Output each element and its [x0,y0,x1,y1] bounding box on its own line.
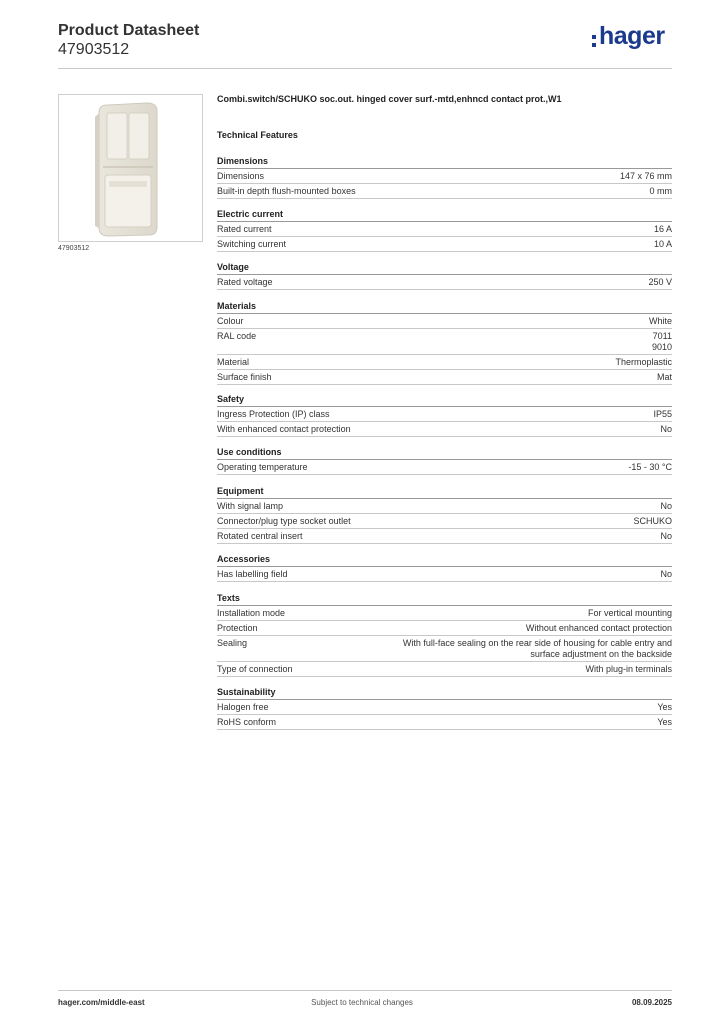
document-header [58,21,199,59]
spec-row: Has labelling field No [217,567,672,582]
technical-features-title: Technical Features [217,130,298,140]
section-title: Texts [217,591,672,606]
section-title: Use conditions [217,445,672,460]
section-title: Safety [217,392,672,407]
spec-row: Connector/plug type socket outlet SCHUKO [217,514,672,529]
section-title: Dimensions [217,154,672,169]
section-title: Materials [217,299,672,314]
document-title: Product Datasheet [58,22,200,39]
header-divider [58,68,672,69]
spec-row: Sealing With full-face sealing on the rear side of housing for cable entry and surface adjustment on the backside [217,636,672,662]
section-use-conditions [217,445,672,475]
footer-website: hager.com/middle-east [58,998,145,1007]
spec-row: Material Thermoplastic [217,355,672,370]
section-sustainability [217,685,672,730]
section-title: Accessories [217,552,672,567]
spec-row: Rated voltage 250 V [217,275,672,290]
spec-row: RoHS conform Yes [217,715,672,730]
spec-row: Operating temperature -15 - 30 °C [217,460,672,475]
spec-row: Rotated central insert No [217,529,672,544]
section-materials [217,299,672,385]
logo-text: hager [599,22,665,50]
section-electric-current [217,207,672,252]
section-equipment [217,484,672,544]
spec-row: Rated current 16 A [217,222,672,237]
section-title: Electric current [217,207,672,222]
footer-notice: Subject to technical changes [311,998,413,1007]
image-caption: 47903512 [58,245,90,252]
section-title: Voltage [217,260,672,275]
spec-row: Installation mode For vertical mounting [217,606,672,621]
section-title: Equipment [217,484,672,499]
section-voltage [217,260,672,290]
spec-row: Type of connection With plug-in terminals [217,662,672,677]
product-image [58,94,203,242]
spec-row: Colour White [217,314,672,329]
spec-row: With enhanced contact protection No [217,422,672,437]
spec-row: Dimensions 147 x 76 mm [217,169,672,184]
section-accessories [217,552,672,582]
hager-logo [592,22,672,58]
spec-row: Halogen free Yes [217,700,672,715]
section-dimensions [217,154,672,199]
spec-row: Protection Without enhanced contact protection [217,621,672,636]
product-name: Combi.switch/SCHUKO soc.out. hinged cover surf.-mtd,enhncd contact prot.,W1 [217,94,562,104]
footer-date: 08.09.2025 [631,998,672,1007]
spec-row: RAL code 7011 9010 [217,329,672,355]
spec-row: With signal lamp No [217,499,672,514]
spec-row: Built-in depth flush-mounted boxes 0 mm [217,184,672,199]
switch-socket-illustration [59,95,202,241]
section-safety [217,392,672,437]
section-texts [217,591,672,677]
spec-row: Surface finish Mat [217,370,672,385]
spec-row: Switching current 10 A [217,237,672,252]
spec-row: Ingress Protection (IP) class IP55 [217,407,672,422]
section-title: Sustainability [217,685,672,700]
footer-divider [58,990,672,991]
product-code: 47903512 [58,41,130,58]
